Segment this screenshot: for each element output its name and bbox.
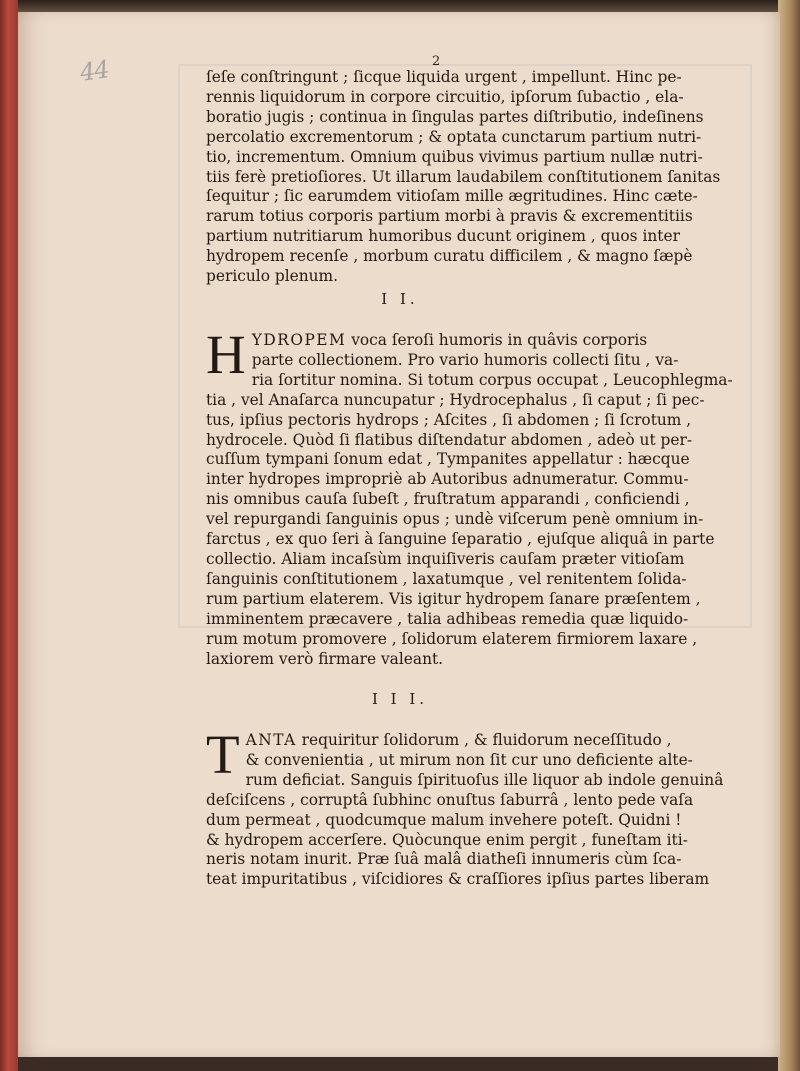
text-line: tio, incrementum. Omnium quibus vivimus partium nullæ nutri- xyxy=(206,147,703,166)
first-word: ANTA xyxy=(245,731,297,749)
page-stack-edge xyxy=(778,0,800,1071)
text-line: periculo plenum. xyxy=(206,267,339,286)
text-line: hydrocele. Quòd ſi flatibus diſtendatur abdomen , adeò ut per- xyxy=(206,430,693,449)
text-line: deſciſcens , corruptâ ſubhinc onuſtus ſaburrâ , lento pede vaſa xyxy=(206,790,694,809)
first-word: YDROPEM xyxy=(251,331,347,349)
drop-cap: T xyxy=(206,724,240,785)
text-line: dum permeat , quodcumque malum invehere poteſt. Quidni ! xyxy=(206,810,682,829)
text-line: nis omnibus cauſa ſubeſt , fruſtratum apparandi , conficiendi , xyxy=(206,490,690,509)
page-number: 2 xyxy=(432,54,441,69)
text-line: tia , vel Anaſarca nuncupatur ; Hydrocephalus , ſi caput ; ſi pec- xyxy=(206,390,705,409)
text-line: & hydropem accerſere. Quòcunque enim pergit , funeſtam iti- xyxy=(206,830,688,849)
book-binding-edge xyxy=(0,0,18,1071)
text-line: collectio. Aliam incaſsùm inquiſiveris cauſam præter vitioſam xyxy=(206,549,685,568)
text-line: ſequitur ; ſic earumdem vitioſam mille ægritudines. Hinc cæte- xyxy=(206,187,698,206)
text-line: parte collectionem. Pro vario humoris collecti ſitu , va- xyxy=(251,350,679,369)
text-line: neris notam inurit. Præ ſuâ malâ diatheſi innumeris cùm ſca- xyxy=(206,850,682,869)
text-line: hydropem recenſe , morbum curatu difficilem , & magno ſæpè xyxy=(206,247,693,266)
text-line: farctus , ex quo ſeri à ſanguine ſeparatio , ejuſque aliquâ in parte xyxy=(206,530,715,549)
text-line: boratio jugis ; continua in ſingulas partes diſtributio, indeſinens xyxy=(206,107,704,126)
text-line: laxiorem verò firmare valeant. xyxy=(206,649,444,668)
drop-cap: H xyxy=(206,324,246,385)
paragraph-section-2 xyxy=(206,324,733,669)
handwritten-folio-mark: 44 xyxy=(78,55,111,87)
text-line: rum motum promovere , ſolidorum elaterem firmiorem laxare , xyxy=(206,629,698,648)
text-line: rarum totius corporis partium morbi à pravis & excrementitiis xyxy=(206,207,693,226)
text-line: cuſſum tympani ſonum edat , Tympanites appellatur : hæcque xyxy=(206,450,690,469)
text-line: tus, ipſius pectoris hydrops ; Aſcites , ſi abdomen ; ſi ſcrotum , xyxy=(206,410,692,429)
text-line: imminentem præcavere , talia adhibeas remedia quæ liquido- xyxy=(206,609,689,628)
section-heading-3: I I I. xyxy=(371,690,429,708)
text-line: tiis ferè pretioſiores. Ut illarum laudabilem conſtitutionem ſanitas xyxy=(206,167,721,186)
text-line: ſanguinis conſtitutionem , laxatumque , vel renitentem ſolida- xyxy=(206,569,687,588)
section-heading-2: I I. xyxy=(381,290,419,308)
text-line: inter hydropes impropriè ab Autoribus adnumeratur. Commu- xyxy=(206,470,689,489)
text-line: partium nutritiarum humoribus ducunt originem , quos inter xyxy=(206,227,680,246)
paragraph-section-3 xyxy=(206,724,724,890)
text-line: requiritur ſolidorum , & fluidorum neceſſitudo , xyxy=(296,731,672,749)
text-line: vel repurgandi ſanguinis opus ; undè viſcerum penè omnium in- xyxy=(206,510,704,529)
text-line: rum partium elaterem. Vis igitur hydropem ſanare præſentem , xyxy=(206,589,701,608)
text-line: percolatio excrementorum ; & optata cunctarum partium nutri- xyxy=(206,127,702,146)
text-line: ria ſortitur nomina. Si totum corpus occupat , Leucophlegma- xyxy=(251,370,733,389)
text-line: rennis liquidorum in corpore circuitio, ipſorum ſubactio , ela- xyxy=(206,87,684,106)
text-line: & convenientia , ut mirum non ſit cur uno deficiente alte- xyxy=(245,750,693,769)
text-line: rum deficiat. Sanguis ſpirituoſus ille liquor ab indole genuinâ xyxy=(245,770,724,789)
text-line: ſeſe conſtringunt ; ſicque liquida urgent , impellunt. Hinc pe- xyxy=(206,68,682,86)
paragraph-intro xyxy=(206,68,721,287)
text-line: teat impuritatibus , viſcidiores & craſſiores ipſius partes liberam xyxy=(206,870,710,889)
text-line: voca ſeroſi humoris in quâvis corporis xyxy=(346,331,648,349)
